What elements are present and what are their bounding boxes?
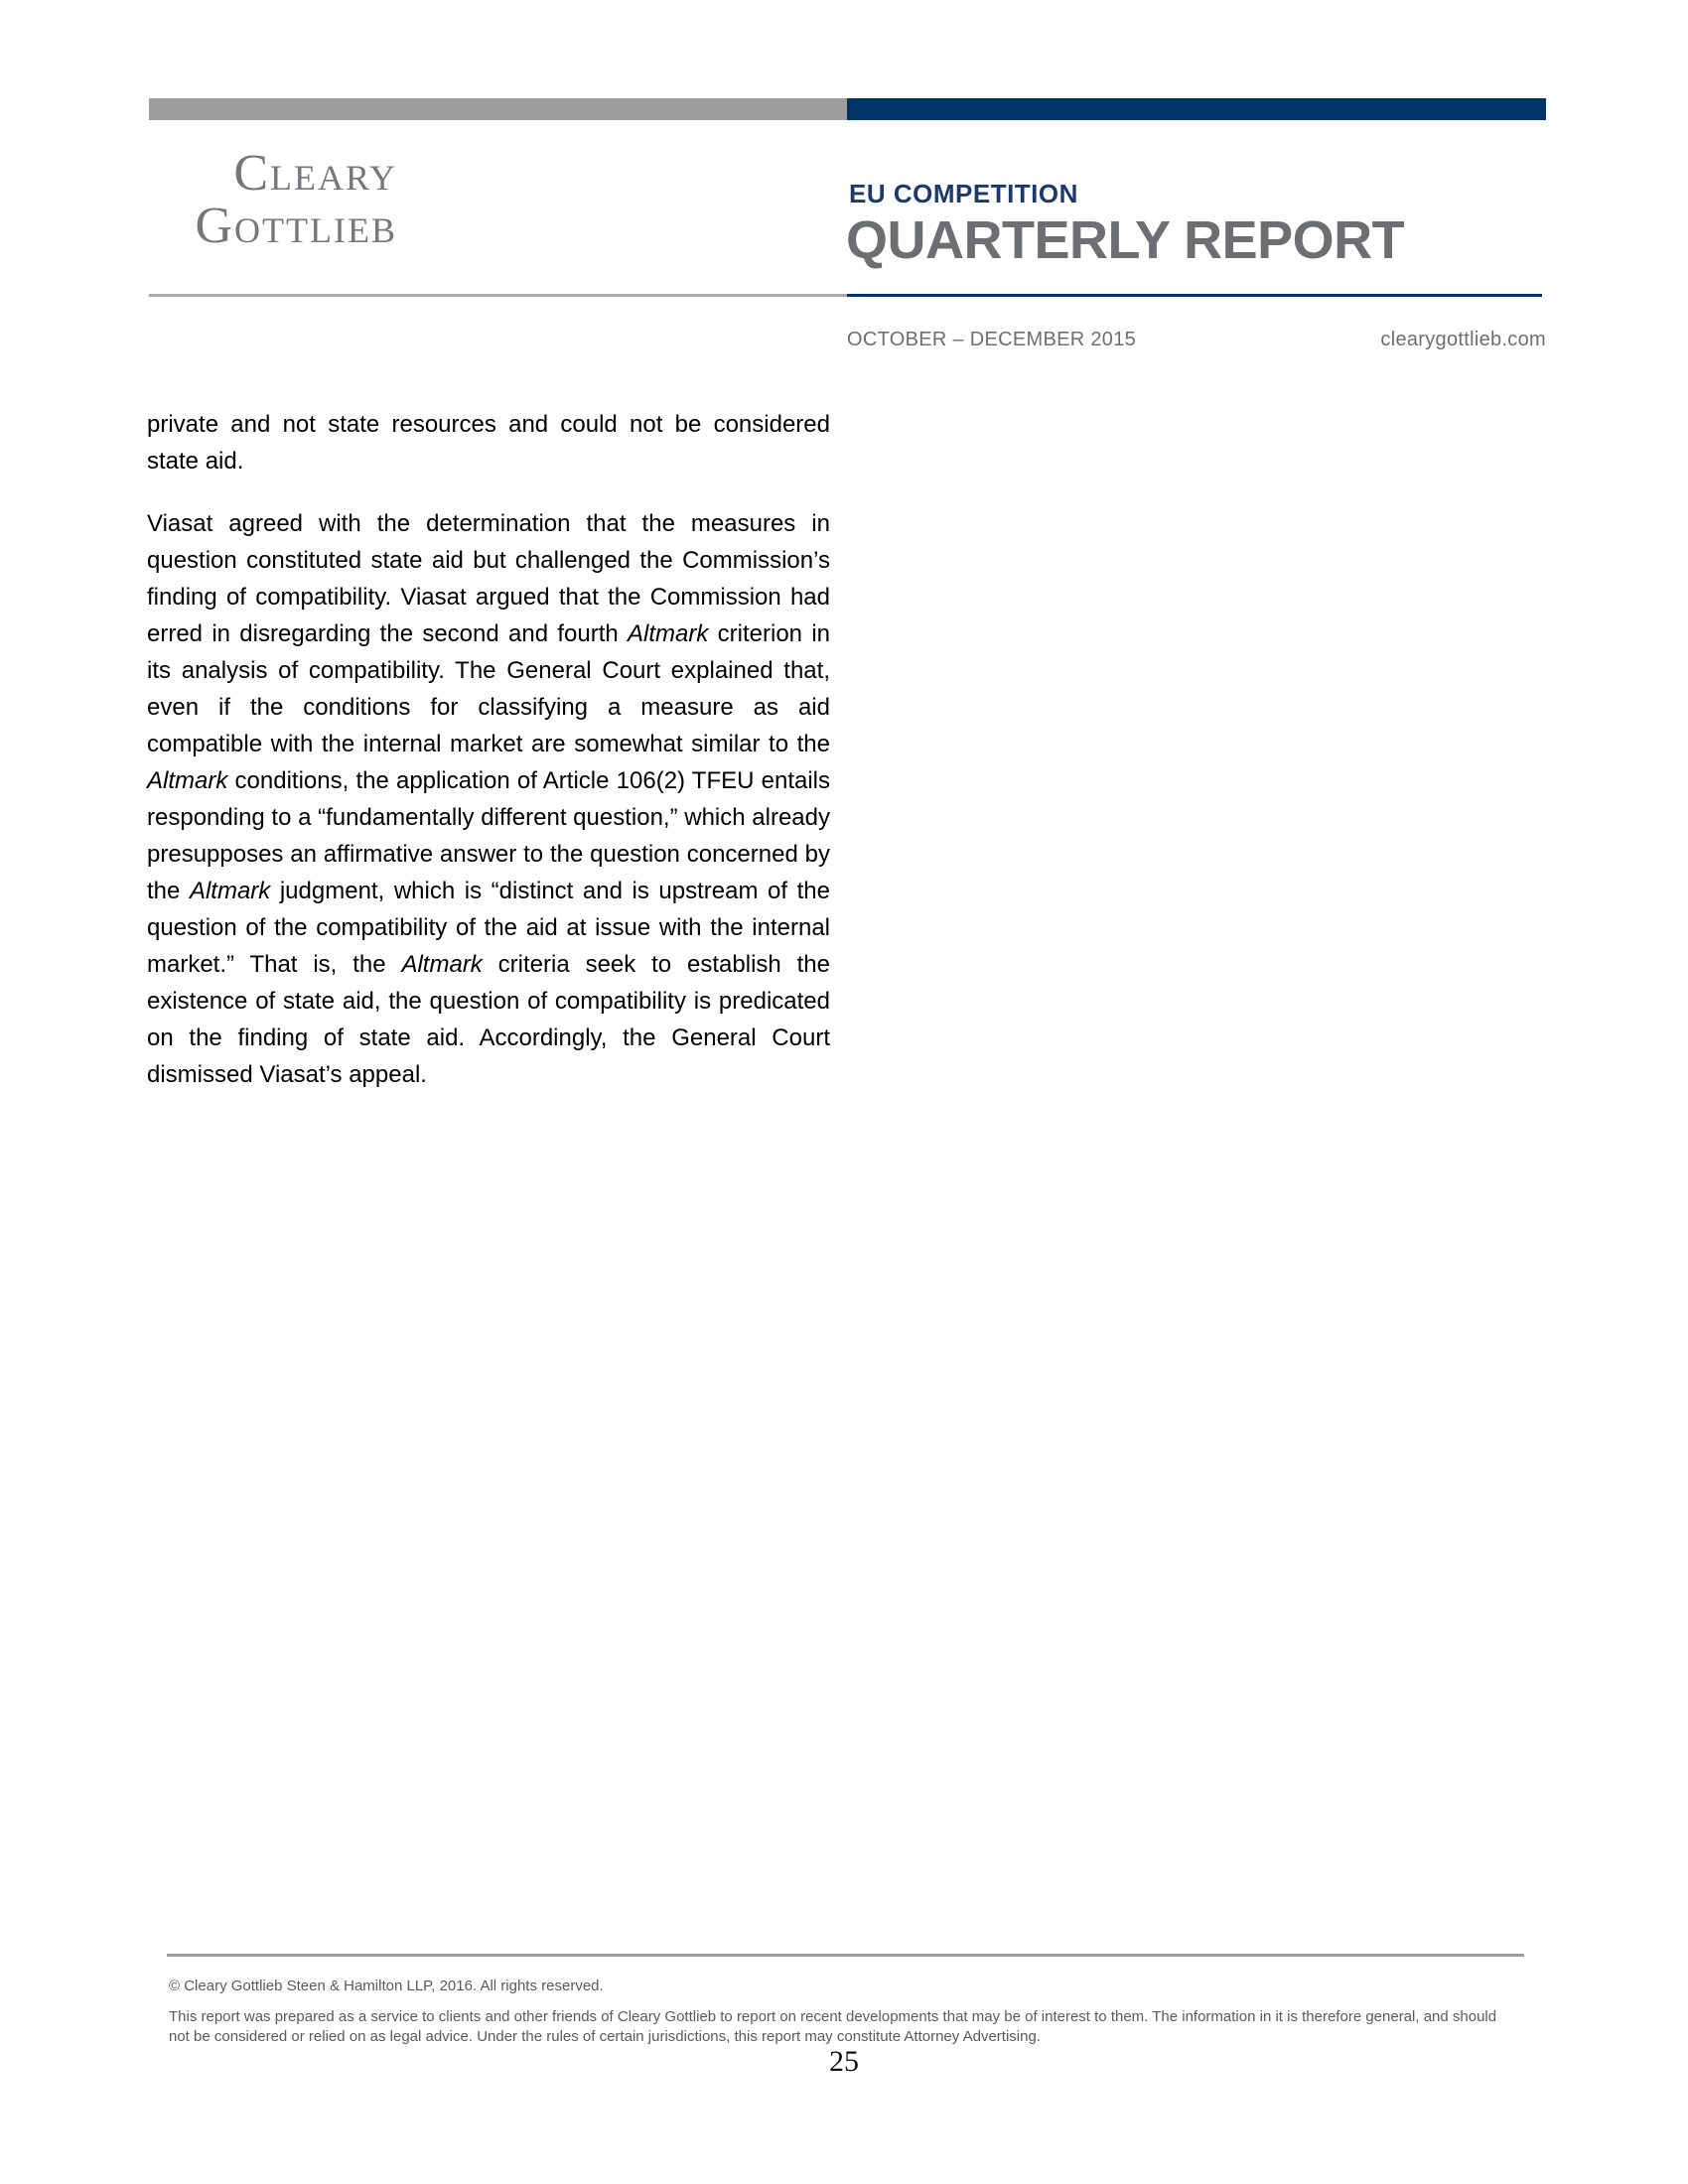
paragraph-1: private and not state resources and could not be considered state aid. [147,411,830,475]
logo-line-cleary: Cleary [233,145,397,202]
paragraph-text-segment: judgment, which is “distinct and is upstream of the question of the compatibility of the aid at issue with the internal market.” That is, the [147,878,830,978]
paragraph-text-segment: criterion in its analysis of compatibility. The General Court explained that, even if the conditions for classifying a measure as aid compatible with the internal market are somewhat similar to the [147,620,831,757]
logo-line-gottlieb: Gottlieb [195,198,397,254]
copyright-notice: © Cleary Gottlieb Steen & Hamilton LLP, 2016. All rights reserved. [169,1978,604,1994]
date-range: OCTOBER – DECEMBER 2015 [847,329,1137,350]
header-meta-row [847,329,1546,351]
case-name-altmark: Altmark [628,620,709,647]
paragraph-text-segment: Viasat agreed with the determination that the measures in question constituted state aid but challenged the Commission’s finding of compatibility. Viasat argued that the Commission had erred in disregarding the second and fourth [147,510,830,647]
footer-divider [167,1954,1524,1957]
page-number: 25 [829,2045,859,2078]
paragraph-text-segment: conditions, the application of Article 106(2) TFEU entails responding to a “fundamentally different question,” which already presupposes an affirmative answer to the question concerned by the [147,767,830,904]
report-category: EU COMPETITION [849,179,1078,208]
header-bar [149,98,1546,120]
website-link[interactable]: clearygottlieb.com [1380,329,1546,350]
header-bar-navy-segment [847,98,1546,120]
case-name-altmark: Altmark [401,951,483,978]
header-rule-navy-segment [847,294,1542,297]
paragraph-2 [147,505,830,1093]
header-rule [149,294,1542,297]
header-rule-gray-segment [149,294,847,297]
report-title: QUARTERLY REPORT [846,210,1405,270]
body-text-column [147,406,830,1119]
paragraph-text-segment: criteria seek to establish the existence of state aid, the question of compatibility is predicated on the finding of state aid. Accordingly, the General Court dismissed Viasat’s appeal. [147,951,830,1088]
case-name-altmark: Altmark [147,767,228,794]
case-name-altmark: Altmark [189,878,271,904]
cleary-gottlieb-logo [149,147,397,252]
legal-disclaimer: This report was prepared as a service to clients and other friends of Cleary Gottlieb to report on recent developments that may be of interest to them. The information in it is therefore general, and should not be considered or relied on as legal advice. Under the rules of certain jurisdictions, this report may constitute Attorney Advertising. [169,2008,1497,2045]
header-bar-gray-segment [149,98,847,120]
